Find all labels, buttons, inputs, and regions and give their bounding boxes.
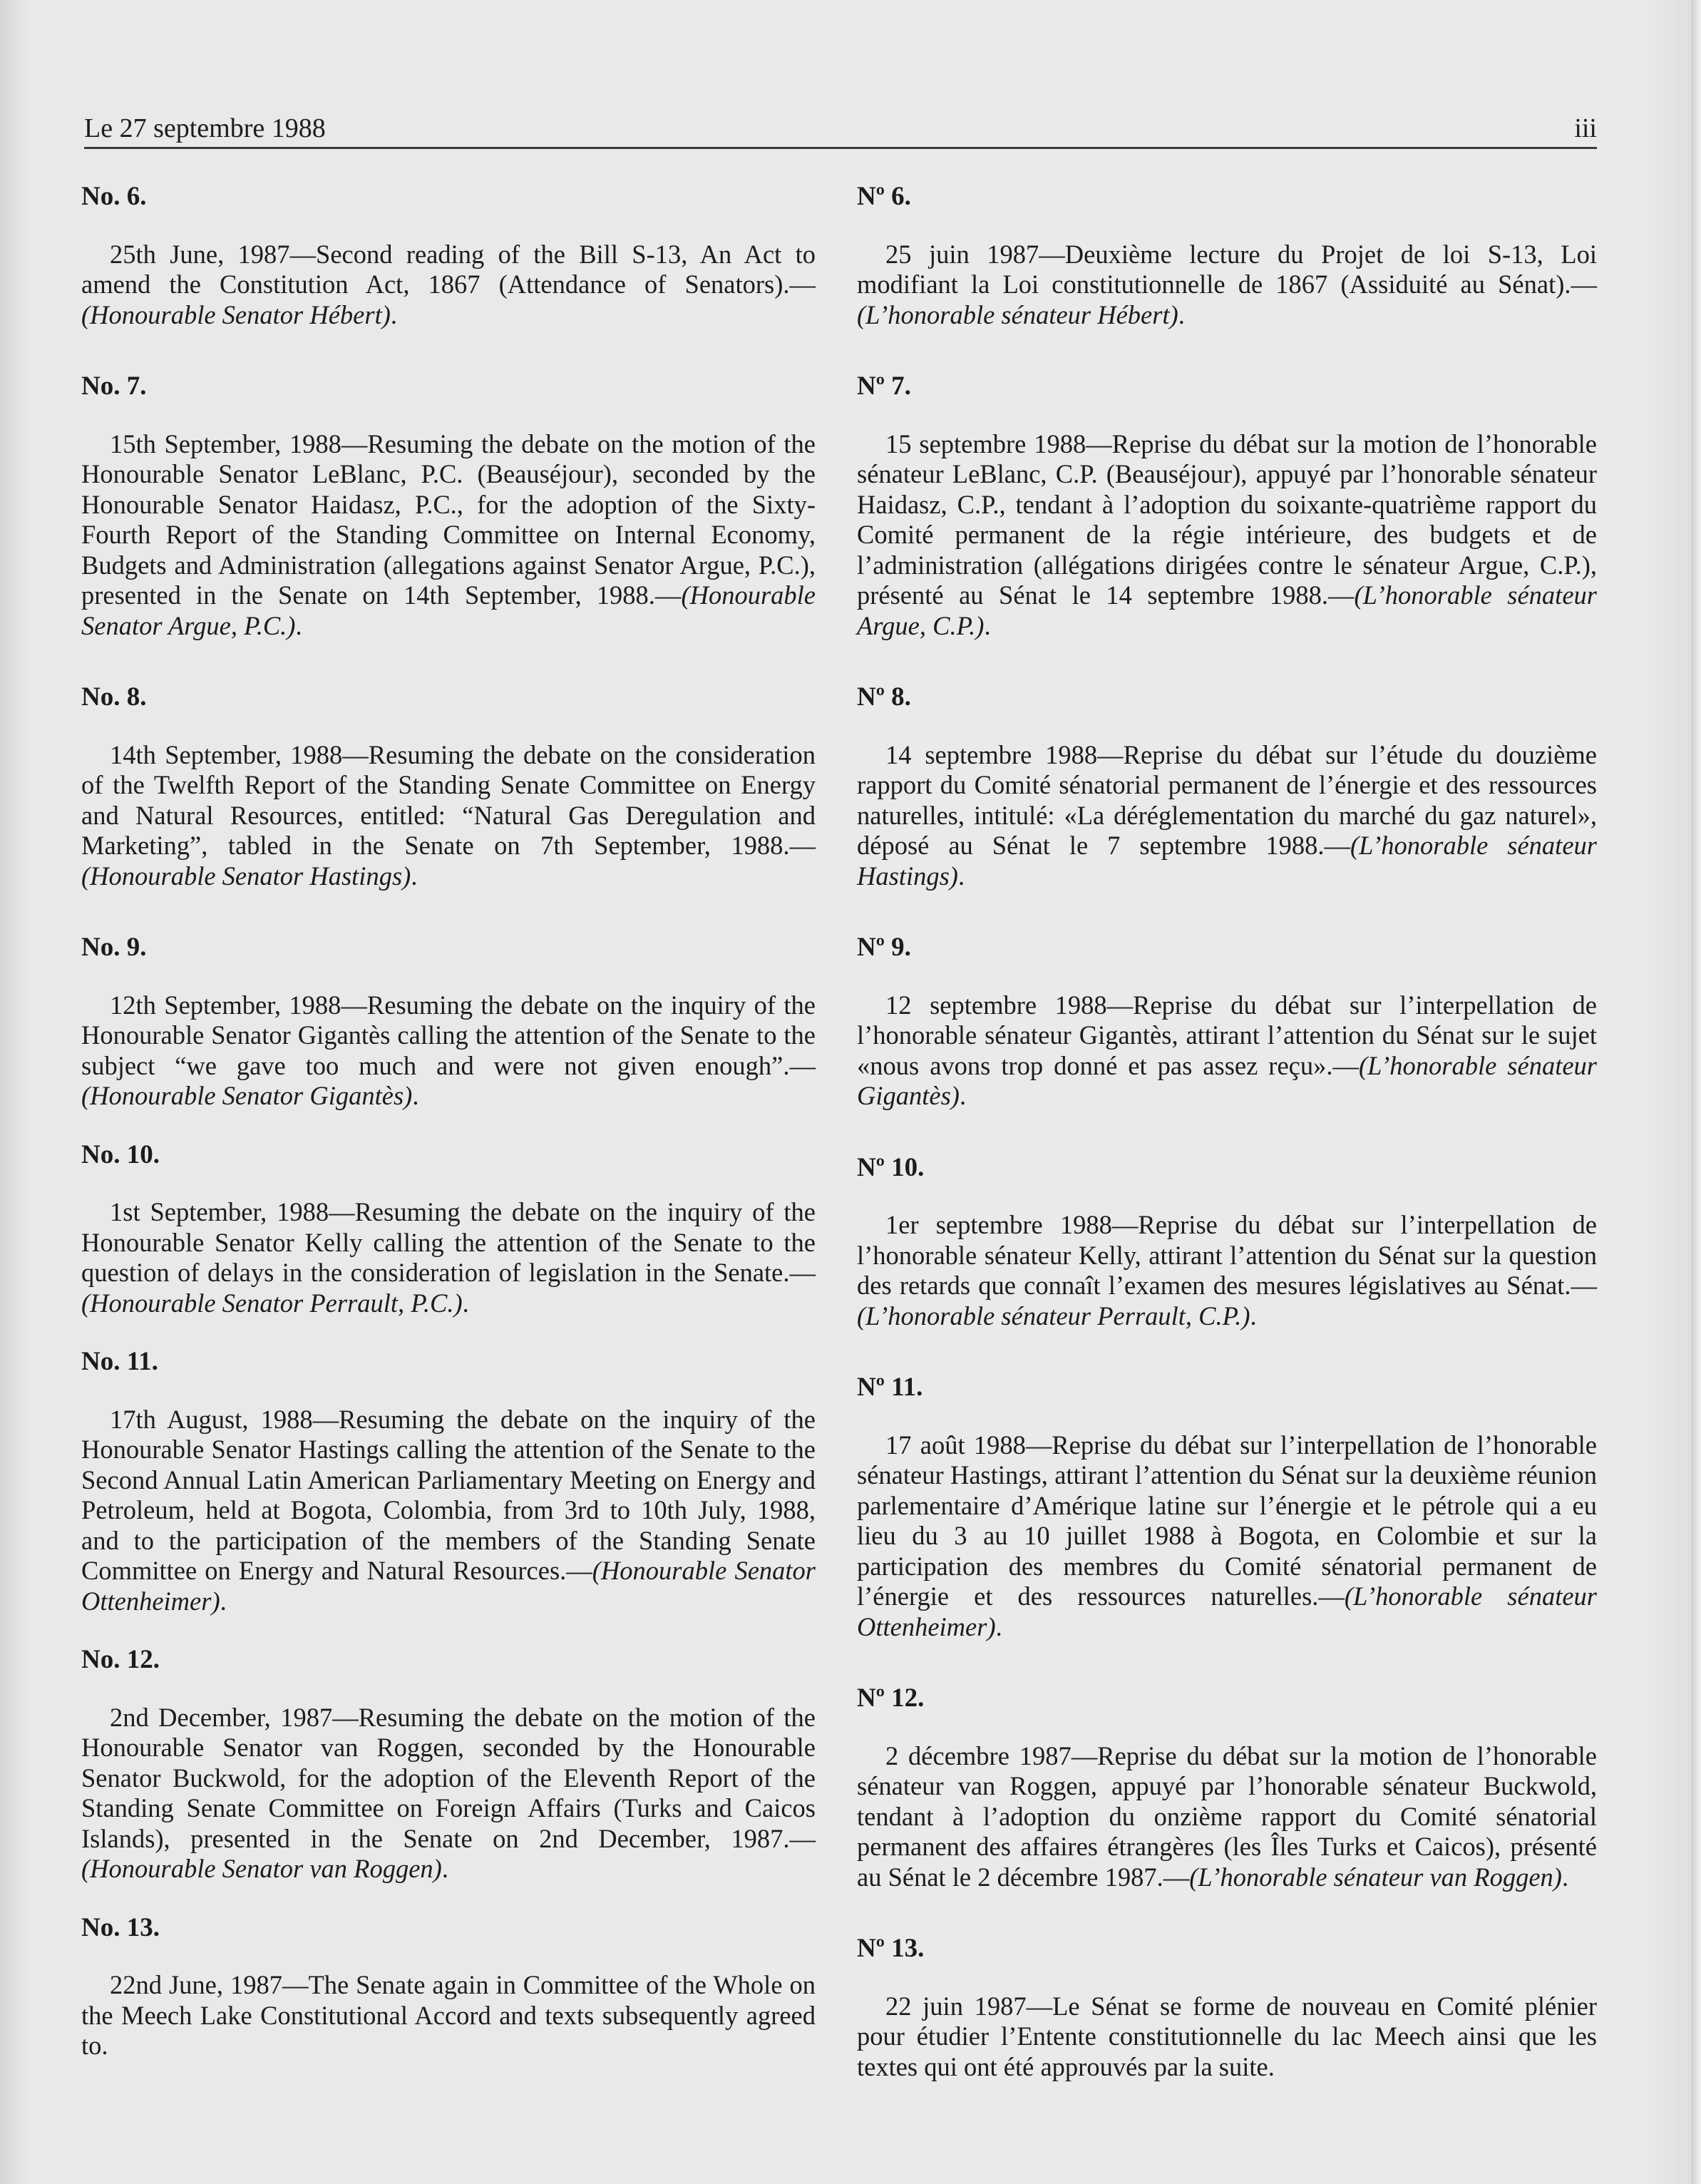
entry-text xyxy=(857,1430,1597,1643)
sponsor-name: (L’honorable sénateur Perrault, C.P.) xyxy=(857,1301,1250,1331)
entry-number: No. 6. xyxy=(81,182,147,211)
sponsor-name: (L’honorable sénateur Argue, C.P.) xyxy=(857,580,1597,640)
sponsor-name: (L’honorable sénateur Hastings) xyxy=(857,831,1597,891)
entry-body: 15 septembre 1988—Reprise du débat sur la motion de l’honorable sénateur LeBlanc, C.P. (Beauséjour), appuyé par l’honorable sénateur Haidasz, C.P., tendant à l’adoption du soixante-quatrième rapport du Comité permanent de la régie intérieure, des budgets et de l’administration (allégations dirigées contre le sénateur Argue, C.P.), présenté au Sénat le 14 septembre 1988.— xyxy=(857,429,1597,610)
entry-body: 22nd June, 1987—The Senate again in Committee of the Whole on the Meech Lake Constitutional Accord and texts subsequently agreed to. xyxy=(81,1970,816,2060)
english-entry xyxy=(81,933,816,1112)
page-header xyxy=(84,107,1597,149)
entry-body: 1st September, 1988—Resuming the debate on the inquiry of the Honourable Senator Kelly calling the attention of the Senate to the question of delays in the consideration of legislation in the Senate.— xyxy=(81,1197,816,1287)
entry-text xyxy=(81,240,816,331)
entry-body: 12 septembre 1988—Reprise du débat sur l’interpellation de l’honorable sénateur Gigantès, attirant l’attention du Sénat sur le sujet «nous avons trop donné et pas assez reçu».— xyxy=(857,990,1597,1080)
sponsor-name: (Honourable Senator Perrault, P.C.) xyxy=(81,1288,463,1318)
sponsor-name: (L’honorable sénateur Hébert) xyxy=(857,299,1178,329)
french-entry xyxy=(857,182,1597,330)
french-entry xyxy=(857,1934,1597,2082)
entry-text xyxy=(81,740,816,892)
entry-body: 2 décembre 1987—Reprise du débat sur la motion de l’honorable sénateur van Roggen, appuyé par l’honorable sénateur Buckwold, tendant à l’adoption du onzième rapport du Comité sénatorial permanent des affaires étrangères (les Îles Turks et Caicos), présenté au Sénat le 2 décembre 1987.— xyxy=(857,1740,1597,1892)
entry-number: Nº 6. xyxy=(857,182,911,211)
entry-text xyxy=(81,1405,816,1617)
sponsor-name: (L’honorable sénateur Gigantès) xyxy=(857,1050,1597,1110)
entry-end: . xyxy=(295,610,302,640)
sponsor-name: (Honourable Senator Hébert) xyxy=(81,299,391,329)
entry-text xyxy=(857,429,1597,642)
entry-number: Nº 12. xyxy=(857,1683,925,1713)
entry-end: . xyxy=(959,1081,967,1110)
entry-number: Nº 7. xyxy=(857,371,911,401)
french-entry xyxy=(857,1153,1597,1332)
entry-number: Nº 8. xyxy=(857,682,911,712)
english-column xyxy=(81,182,816,2061)
english-entry xyxy=(81,682,816,891)
entry-body: 2nd December, 1987—Resuming the debate on the motion of the Honourable Senator van Roggen, seconded by the Honourable Senator Buckwold, for the adoption of the Eleventh Report of the Standing Senate Committee on Foreign Affairs (Turks and Caicos Islands), presented in the Senate on 2nd December, 1987.— xyxy=(81,1702,816,1853)
entry-end: . xyxy=(441,1854,448,1883)
page-edge xyxy=(1691,0,1701,2184)
sponsor-name: (L’honorable sénateur Ottenheimer) xyxy=(857,1581,1597,1641)
entry-body: 15th September, 1988—Resuming the debate on the motion of the Honourable Senator LeBlanc, P.C. (Beauséjour), seconded by the Honourable Senator Haidasz, P.C., for the adoption of the Sixty-Fourth Report of the Standing Committee on Internal Economy, Budgets and Administration (allegations against Senator Argue, P.C.), presented in the Senate on 14th September, 1988.— xyxy=(81,429,816,610)
sponsor-name: (Honourable Senator Hastings) xyxy=(81,861,411,891)
entry-body: 25th June, 1987—Second reading of the Bill S-13, An Act to amend the Constitution Act, 1867 (Attendance of Senators).— xyxy=(81,239,816,299)
entry-number: No. 9. xyxy=(81,933,147,962)
entry-text xyxy=(81,1197,816,1318)
french-entry xyxy=(857,371,1597,641)
entry-body: 14th September, 1988—Resuming the debate on the consideration of the Twelfth Report of the Standing Senate Committee on Energy and Natural Resources, entitled: “Natural Gas Deregulation and Marketing”, tabled in the Senate on 7th September, 1988.— xyxy=(81,739,816,860)
entry-body: 1er septembre 1988—Reprise du débat sur l’interpellation de l’honorable sénateur Kelly, attirant l’attention du Sénat sur la question des retards que connaît l’examen des mesures législatives au Sénat.— xyxy=(857,1210,1597,1300)
entry-text xyxy=(857,240,1597,331)
entry-number: No. 11. xyxy=(81,1347,158,1376)
entry-number: No. 10. xyxy=(81,1139,160,1169)
entry-end: . xyxy=(957,861,965,891)
french-column xyxy=(857,182,1597,2082)
english-entry xyxy=(81,371,816,641)
entry-text xyxy=(81,1703,816,1885)
french-entry xyxy=(857,1683,1597,1892)
sponsor-name: (Honourable Senator Gigantès) xyxy=(81,1081,413,1110)
entry-text xyxy=(857,1991,1597,2083)
entry-number: Nº 13. xyxy=(857,1934,925,1963)
english-entry xyxy=(81,1913,816,2061)
entry-number: No. 7. xyxy=(81,371,147,401)
sponsor-name: (Honourable Senator Ottenheimer) xyxy=(81,1556,816,1616)
entry-end: . xyxy=(412,1081,419,1110)
english-entry xyxy=(81,182,816,330)
entry-body: 17th August, 1988—Resuming the debate on the inquiry of the Honourable Senator Hastings calling the attention of the Senate to the Second Annual Latin American Parliamentary Meeting on Energy and Petroleum, held at Bogota, Colombia, from 3rd to 10th July, 1988, and to the participation of the members of the Standing Senate Committee on Energy and Natural Resources.— xyxy=(81,1404,816,1585)
sponsor-name: (Honourable Senator van Roggen) xyxy=(81,1854,442,1883)
sponsor-name: (Honourable Senator Argue, P.C.) xyxy=(81,580,816,640)
entry-end: . xyxy=(1178,299,1185,329)
entry-text xyxy=(857,1210,1597,1331)
entry-number: No. 8. xyxy=(81,682,147,712)
entry-text xyxy=(857,990,1597,1112)
entry-text xyxy=(81,1970,816,2061)
entry-end: . xyxy=(220,1586,227,1616)
entry-body: 12th September, 1988—Resuming the debate on the inquiry of the Honourable Senator Gigantès calling the attention of the Senate to the subject “we gave too much and were not given enough”.— xyxy=(81,990,816,1080)
entry-text xyxy=(857,740,1597,892)
entry-body: 17 août 1988—Reprise du débat sur l’interpellation de l’honorable sénateur Hastings, attirant l’attention du Sénat sur la deuxième réunion parlementaire d’Amérique latine sur l’énergie et le pétrole qui a eu lieu du 3 au 10 juillet 1988 à Bogota, en Colombie et sur la participation des membres du Comité sénatorial permanent de l’énergie et des ressources naturelles.— xyxy=(857,1430,1597,1611)
english-entry xyxy=(81,1645,816,1885)
french-entry xyxy=(857,682,1597,891)
entry-end: . xyxy=(995,1611,1002,1641)
entry-body: 25 juin 1987—Deuxième lecture du Projet de loi S-13, Loi modifiant la Loi constitutionnelle de 1867 (Assiduité au Sénat).— xyxy=(857,239,1597,299)
entry-end: . xyxy=(462,1288,469,1318)
entry-number: No. 12. xyxy=(81,1645,160,1674)
entry-number: Nº 11. xyxy=(857,1373,923,1402)
entry-body: 14 septembre 1988—Reprise du débat sur l’étude du douzième rapport du Comité sénatorial permanent de l’énergie et des ressources naturelles, intitulé: «La déréglementation du marché du gaz naturel», déposé au Sénat le 7 septembre 1988.— xyxy=(857,739,1597,860)
entry-number: Nº 10. xyxy=(857,1152,925,1182)
entry-text xyxy=(81,429,816,642)
entry-end: . xyxy=(390,299,397,329)
page-number: iii xyxy=(1574,113,1597,143)
entry-body: 22 juin 1987—Le Sénat se forme de nouveau en Comité plénier pour étudier l’Entente constitutionnelle du lac Meech ainsi que les textes qui ont été approuvés par la suite. xyxy=(857,1991,1597,2081)
english-entry xyxy=(81,1140,816,1319)
entry-number: No. 13. xyxy=(81,1912,160,1942)
english-entry xyxy=(81,1347,816,1616)
entry-end: . xyxy=(411,861,418,891)
header-date: Le 27 septembre 1988 xyxy=(84,113,326,143)
french-entry xyxy=(857,933,1597,1112)
entry-text xyxy=(857,1741,1597,1893)
entry-text xyxy=(81,990,816,1112)
entry-number: Nº 9. xyxy=(857,933,911,962)
french-entry xyxy=(857,1373,1597,1642)
entry-end: . xyxy=(1561,1862,1569,1892)
entry-end: . xyxy=(984,610,991,640)
entry-end: . xyxy=(1250,1301,1257,1331)
sponsor-name: (L’honorable sénateur van Roggen) xyxy=(1189,1862,1562,1892)
